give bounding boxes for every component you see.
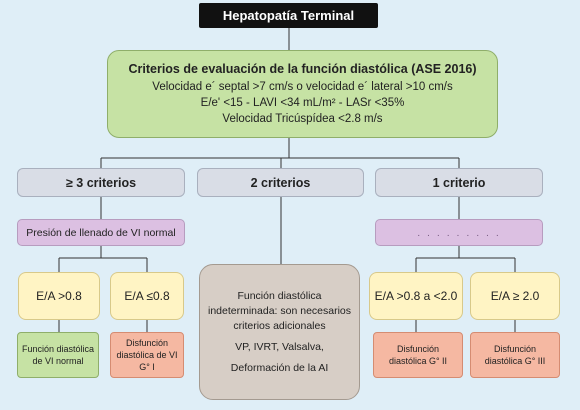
category-label: ≥ 3 criterios bbox=[65, 175, 137, 190]
ratio-label: E/A >0.8 a <2.0 bbox=[374, 289, 458, 303]
result-label: Función diastólica de VI normal bbox=[21, 344, 95, 366]
ratio-label: E/A >0.8 bbox=[36, 289, 82, 303]
category-label: 1 criterio bbox=[432, 175, 486, 190]
ratio-box bbox=[18, 272, 100, 320]
criteria-heading: Criterios de evaluación de la función diastólica (ASE 2016) bbox=[128, 61, 477, 76]
result-label: Disfunción diastólica G° II bbox=[388, 344, 448, 366]
left-condition-box bbox=[17, 219, 185, 246]
category-label: 2 criterios bbox=[250, 175, 311, 190]
ratio-box bbox=[369, 272, 463, 320]
diagram-title: Hepatopatía Terminal bbox=[222, 8, 355, 23]
criteria-line: Velocidad Tricúspídea <2.8 m/s bbox=[222, 112, 383, 125]
result-grade1-box bbox=[110, 332, 184, 378]
right-condition-box bbox=[375, 219, 543, 246]
ratio-box bbox=[110, 272, 184, 320]
result-grade3-box bbox=[470, 332, 560, 378]
additional-criteria-text: Deformación de la AI bbox=[230, 361, 329, 374]
ratio-label: E/A ≤0.8 bbox=[124, 289, 170, 303]
category-one bbox=[375, 168, 543, 197]
result-grade2-box bbox=[373, 332, 463, 378]
condition-label: . . . . . . . . . bbox=[417, 226, 501, 239]
ratio-label: E/A ≥ 2.0 bbox=[490, 289, 540, 303]
result-normal-box bbox=[17, 332, 99, 378]
title-box bbox=[199, 3, 378, 28]
condition-label: Presión de llenado de VI normal bbox=[26, 226, 176, 239]
result-label: Disfunción diastólica de VI G° I bbox=[116, 338, 178, 372]
criteria-line: Velocidad e´ septal >7 cm/s o velocidad e´ lateral >10 cm/s bbox=[152, 80, 453, 93]
category-three-or-more bbox=[17, 168, 185, 197]
indeterminate-text: Función diastólica indeterminada: son necesarios criterios adicionales bbox=[208, 289, 352, 332]
criteria-line: E/e' <15 - LAVI <34 mL/m² - LASr <35% bbox=[200, 96, 405, 109]
criteria-box bbox=[107, 50, 498, 138]
ratio-box bbox=[470, 272, 560, 320]
additional-criteria-text: VP, IVRT, Valsalva, bbox=[235, 340, 324, 353]
category-two bbox=[197, 168, 364, 197]
result-label: Disfunción diastólica G° III bbox=[484, 344, 546, 366]
indeterminate-box bbox=[199, 264, 360, 400]
